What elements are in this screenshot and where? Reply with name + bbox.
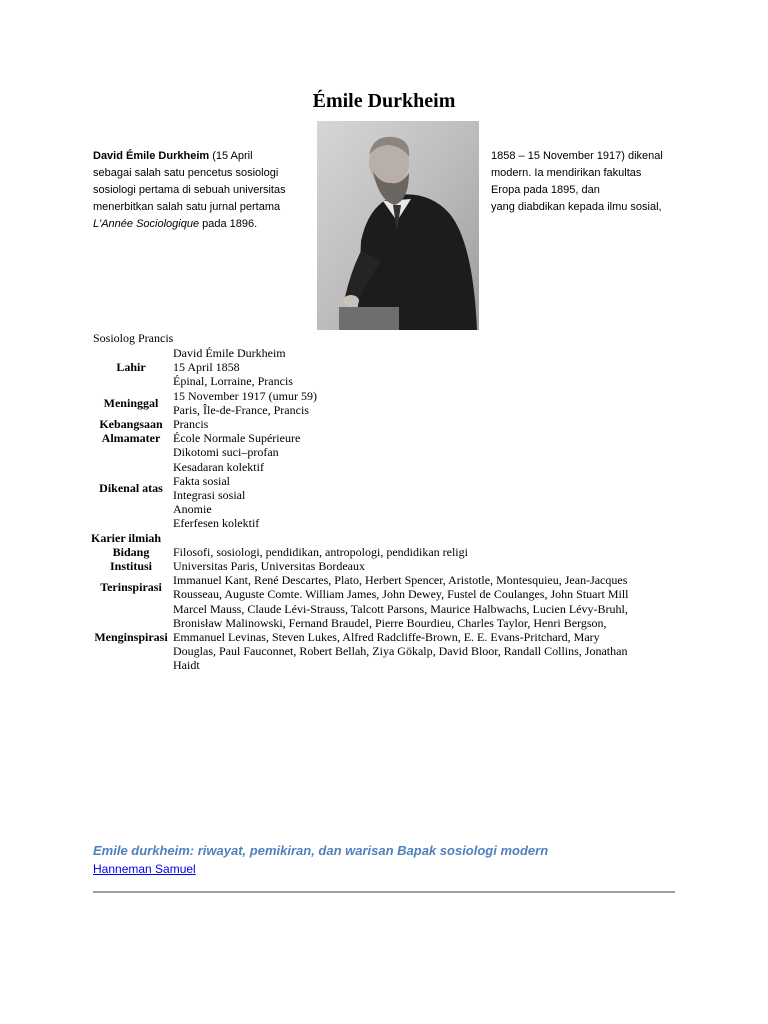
row-value: Filosofi, sosiologi, pendidikan, antropologi, pendidikan religi — [173, 544, 468, 559]
row-label: Institusi — [109, 559, 153, 574]
infobox-row-lahir — [90, 346, 680, 389]
subject-name: David Émile Durkheim — [93, 150, 210, 162]
infobox-row-dikenal-atas — [90, 445, 680, 530]
section-heading: Karier ilmiah — [91, 530, 162, 545]
intro-text: pada 1896. — [199, 218, 258, 230]
row-value — [172, 346, 680, 389]
row-value — [172, 445, 680, 530]
intro-line: menerbitkan salah satu jurnal pertama — [93, 201, 281, 213]
infobox-row-bidang — [90, 545, 680, 559]
row-label: Meninggal — [103, 395, 159, 410]
intro-line — [93, 216, 313, 233]
intro-line: 1858 – 15 November 1917) dikenal — [491, 150, 663, 162]
intro-line: sebagai salah satu pencetus sosiologi — [93, 167, 279, 179]
row-value: École Normale Supérieure — [173, 431, 301, 446]
infobox-row-terinspirasi — [90, 573, 680, 601]
row-label: Dikenal atas — [99, 480, 163, 495]
row-value: Prancis — [173, 417, 209, 432]
intro-text: (15 April — [209, 150, 253, 162]
intro-right-column — [491, 148, 691, 216]
infobox-row-kebangsaan — [90, 417, 680, 431]
intro-line: modern. Ia mendirikan fakultas — [491, 167, 642, 179]
infobox-row-menginspirasi — [90, 602, 680, 673]
value-line: Eferfesen kolektif — [173, 516, 260, 531]
row-value — [172, 389, 680, 417]
value-line: Kesadaran kolektif — [173, 459, 264, 474]
value-line: 15 November 1917 (umur 59) — [173, 388, 317, 403]
author-link[interactable]: Hanneman Samuel — [93, 862, 196, 876]
row-value: Universitas Paris, Universitas Bordeaux — [173, 559, 365, 574]
intro-line — [93, 148, 313, 165]
infobox-row-karier — [90, 531, 680, 545]
row-value — [172, 573, 680, 601]
value-line: Rousseau, Auguste Comte. William James, John Dewey, Fustel de Coulanges, John Stuart Mill — [173, 587, 629, 602]
value-line: Paris, Île-de-France, Prancis — [173, 402, 309, 417]
value-line: Bronisław Malinowski, Fernand Braudel, Pierre Bourdieu, Charles Taylor, Henri Bergson, — [173, 615, 607, 630]
value-line: Haidt — [173, 658, 200, 673]
value-line: Emmanuel Levinas, Steven Lukes, Alfred Radcliffe-Brown, E. E. Evans-Pritchard, Mary — [173, 630, 600, 645]
value-line: Immanuel Kant, René Descartes, Plato, Herbert Spencer, Aristotle, Montesquieu, Jean-Jacques — [173, 573, 628, 588]
value-line: Fakta sosial — [173, 473, 230, 488]
value-line: Marcel Mauss, Claude Lévi-Strauss, Talcott Parsons, Maurice Halbwachs, Lucien Lévy-Bruhl, — [173, 601, 628, 616]
photo-caption: Sosiolog Prancis — [93, 331, 174, 345]
value-line: Dikotomi suci–profan — [173, 445, 279, 460]
row-label: Kebangsaan — [99, 417, 163, 432]
row-label: Menginspirasi — [94, 630, 168, 645]
value-line: Épinal, Lorraine, Prancis — [173, 374, 293, 389]
intro-line: yang diabdikan kepada ilmu sosial, — [491, 201, 662, 213]
infobox-row-almamater — [90, 431, 680, 445]
row-value — [172, 602, 680, 673]
row-label: Almamater — [101, 431, 161, 446]
value-line: Integrasi sosial — [173, 488, 246, 503]
value-line: 15 April 1858 — [173, 360, 240, 375]
row-label: Lahir — [116, 360, 146, 375]
intro-left-column — [93, 148, 313, 233]
intro-line: sosiologi pertama di sebuah universitas — [93, 184, 286, 196]
journal-name: L'Année Sociologique — [93, 218, 200, 230]
value-line: Douglas, Paul Fauconnet, Robert Bellah, Ziya Gökalp, David Bloor, Randall Collins, Jonathan — [173, 644, 628, 659]
infobox-row-institusi — [90, 559, 680, 573]
book-title-link[interactable]: Emile durkheim: riwayat, pemikiran, dan warisan Bapak sosiologi modern — [93, 843, 549, 858]
page-title: Émile Durkheim — [312, 90, 456, 112]
infobox-row-meninggal — [90, 389, 680, 417]
row-label: Terinspirasi — [100, 580, 162, 595]
value-line: Anomie — [173, 502, 212, 517]
row-label: Bidang — [112, 544, 150, 559]
horizontal-divider — [93, 891, 675, 893]
value-line: David Émile Durkheim — [173, 346, 286, 360]
portrait-photo — [317, 121, 479, 330]
infobox-table — [90, 346, 680, 673]
intro-line: Eropa pada 1895, dan — [491, 184, 600, 196]
